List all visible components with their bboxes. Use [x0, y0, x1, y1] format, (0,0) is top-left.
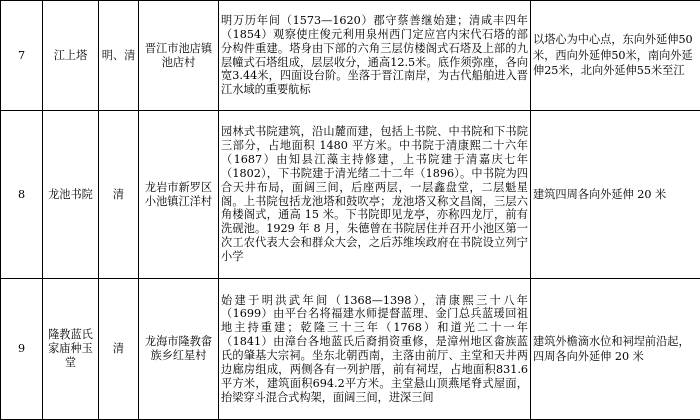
era: 明、清 [99, 1, 139, 111]
protection-scope: 建筑外檐滴水位和祠埕前沿起，四周各向外延伸 20 米 [531, 279, 700, 420]
row-number: 8 [1, 111, 43, 279]
site-name: 龙池书院 [43, 111, 99, 279]
table-row [1, 279, 700, 420]
location: 晋江市池店镇池店村 [139, 1, 219, 111]
table-row [1, 1, 700, 111]
era: 清 [99, 111, 139, 279]
protection-scope: 以塔心为中心点，东向外延伸50米，西向外延伸50米，南向外延伸25米，北向外延伸55米至江 [531, 1, 700, 111]
row-number: 7 [1, 1, 43, 111]
description: 园林式书院建筑，沿山麓而建，包括上书院、中书院和下书院三部分，占地面积 1480 平方米。中书院于清康熙二十六年（1687）由知县江藻主持修建，上书院建于清嘉庆七年（1802），下书院建于清光绪二十二年（1896）。中书院为四合天井布局，面阔三间，后座两层，一层鑫盘堂，二层魁星阁。上书院包括龙池塔和鼓吹亭；龙池塔又称文昌阁，三层六角楼阁式，通高 15 米。下书院即见龙亭，亦称四龙厅，前有洗砚池。1929 年 8 月，朱德曾在书院居住并召开小池区第一次工农代表大会和群众大会，之后苏维埃政府在书院设立列宁小学 [219, 111, 531, 279]
protection-scope: 建筑四周各向外延伸 20 米 [531, 111, 700, 279]
era: 清 [99, 279, 139, 420]
row-number: 9 [1, 279, 43, 420]
location: 龙岩市新罗区小池镇江洋村 [139, 111, 219, 279]
site-name: 隆教蓝氏家庙种玉堂 [43, 279, 99, 420]
location: 龙海市隆教畲族乡红星村 [139, 279, 219, 420]
description: 始建于明洪武年间（1368—1398），清康熙三十八年（1699）由平台名将福建水师提督蓝理、金门总兵蓝瑗回祖地主持重建；乾隆三十三年（1768）和道光二十一年（1841）由漳台各地蓝氏后裔捐资重修，是漳州地区畲族蓝氏的肇基大宗祠。坐东北朝西南，主落由前厅、主堂和天井两边廊房组成，两侧各有一列护厝，前有祠埕，占地面积831.6平方米，建筑面积694.2平方米。主堂悬山顶燕尾脊式屋面，抬梁穿斗混合式构架，面阔三间，进深三间 [219, 279, 531, 420]
site-name: 江上塔 [43, 1, 99, 111]
description: 明万历年间（1573—1620）郡守蔡善继始建；清咸丰四年（1854）观察使庄俊元利用泉州西门定应宫内宋代石塔的部分构件重建。塔身由下部的六角三层仿楼阁式石塔及上部的九层幢式石塔组成，层层收分，通高12.5米。底作须弥座，各向宽3.44米，四面设台阶。坐落于晋江南岸，为古代船舶进入晋江水域的重要航标 [219, 1, 531, 111]
table-row [1, 111, 700, 279]
